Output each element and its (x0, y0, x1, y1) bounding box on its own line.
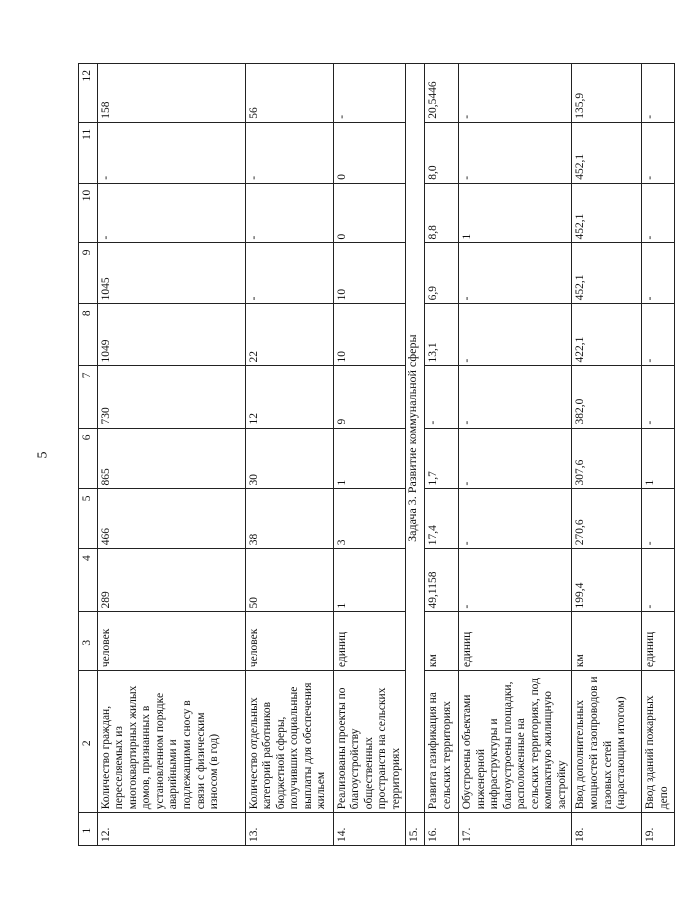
value-cell: 49,1158 (424, 549, 458, 612)
value-cell: - (642, 366, 674, 428)
value-cell: 17,4 (424, 489, 458, 549)
row-number: 14. (333, 813, 406, 846)
value-cell: 135,9 (572, 64, 642, 123)
row-number: 18. (572, 813, 642, 846)
value-cell: - (458, 549, 572, 612)
indicator-name: Ввод дополнительных мощностей газопроводов и газовых сетей (нарастающим итогом) (572, 671, 642, 813)
value-cell: - (245, 122, 333, 183)
value-cell: 6,9 (424, 243, 458, 304)
header-cell: 3 (79, 612, 98, 671)
table-row (458, 64, 572, 846)
value-cell: 270,6 (572, 489, 642, 549)
header-row (79, 64, 98, 846)
value-cell: 1045 (97, 243, 245, 304)
value-cell: - (642, 243, 674, 304)
header-cell: 4 (79, 549, 98, 612)
unit-cell: человек (245, 612, 333, 671)
header-cell: 10 (79, 183, 98, 243)
value-cell: - (458, 366, 572, 428)
value-cell: - (245, 183, 333, 243)
indicator-name: Количество граждан, переселяемых из многоквартирных жилых домов, признанных в установленном порядке аварийными и подлежащими сносу в связи с физическим износом (в год) (97, 671, 245, 813)
indicators-table (78, 63, 675, 846)
header-cell: 7 (79, 366, 98, 428)
value-cell: 3 (333, 489, 406, 549)
value-cell: 730 (97, 366, 245, 428)
indicator-name: Развита газификация на сельских территориях (424, 671, 458, 813)
task-heading: Задача 3. Развитие коммунальной сферы (406, 64, 425, 813)
header-cell: 12 (79, 64, 98, 123)
unit-cell: единиц (458, 612, 572, 671)
value-cell: - (424, 366, 458, 428)
value-cell: 8,8 (424, 183, 458, 243)
value-cell: 0 (333, 122, 406, 183)
header-cell: 6 (79, 428, 98, 489)
unit-cell: единиц (333, 612, 406, 671)
value-cell: 1 (333, 428, 406, 489)
value-cell: 452,1 (572, 122, 642, 183)
indicator-name: Обустроены объектами инженерной инфраструктуры и благоустроены площадки, расположенные на сельских территориях, под компактную жилищную застройку (458, 671, 572, 813)
value-cell: 1049 (97, 304, 245, 366)
table-row (333, 64, 406, 846)
value-cell: 452,1 (572, 243, 642, 304)
table-row (245, 64, 333, 846)
value-cell: 289 (97, 549, 245, 612)
row-number: 13. (245, 813, 333, 846)
row-number: 17. (458, 813, 572, 846)
row-number: 15. (406, 813, 425, 846)
value-cell: 10 (333, 304, 406, 366)
unit-cell: км (572, 612, 642, 671)
value-cell: 1 (333, 549, 406, 612)
table-row (642, 64, 674, 846)
header-cell: 1 (79, 813, 98, 846)
value-cell: - (642, 549, 674, 612)
indicator-name: Количество отдельных категорий работников бюджетной сферы, получивших социальные выплаты для обеспечения жильем (245, 671, 333, 813)
value-cell: 382,0 (572, 366, 642, 428)
value-cell: - (458, 489, 572, 549)
header-cell: 2 (79, 671, 98, 813)
row-number: 19. (642, 813, 674, 846)
value-cell: 158 (97, 64, 245, 123)
unit-cell: единиц (642, 612, 674, 671)
value-cell: - (458, 122, 572, 183)
value-cell: 0 (333, 183, 406, 243)
value-cell: 199,4 (572, 549, 642, 612)
value-cell: 422,1 (572, 304, 642, 366)
value-cell: - (642, 122, 674, 183)
indicator-name: Ввод зданий пожарных депо (642, 671, 674, 813)
value-cell: 8,0 (424, 122, 458, 183)
table-row (572, 64, 642, 846)
value-cell: 22 (245, 304, 333, 366)
value-cell: 466 (97, 489, 245, 549)
task-row (406, 64, 425, 846)
unit-cell: км (424, 612, 458, 671)
value-cell: - (642, 183, 674, 243)
value-cell: - (458, 428, 572, 489)
header-cell: 9 (79, 243, 98, 304)
value-cell: 10 (333, 243, 406, 304)
value-cell: 1 (642, 428, 674, 489)
value-cell: - (245, 243, 333, 304)
value-cell: 30 (245, 428, 333, 489)
value-cell: 1,7 (424, 428, 458, 489)
value-cell: 38 (245, 489, 333, 549)
value-cell: 56 (245, 64, 333, 123)
value-cell: - (642, 64, 674, 123)
value-cell: 50 (245, 549, 333, 612)
value-cell: 307,6 (572, 428, 642, 489)
value-cell: - (458, 64, 572, 123)
row-number: 12. (97, 813, 245, 846)
value-cell: 1 (458, 183, 572, 243)
indicator-name: Реализованы проекты по благоустройству общественных пространств на сельских территориях (333, 671, 406, 813)
row-number: 16. (424, 813, 458, 846)
value-cell: 13,1 (424, 304, 458, 366)
value-cell: - (333, 64, 406, 123)
rotated-table-container (78, 63, 670, 846)
value-cell: 9 (333, 366, 406, 428)
value-cell: - (642, 304, 674, 366)
value-cell: 865 (97, 428, 245, 489)
table-row (424, 64, 458, 846)
value-cell: 20,5446 (424, 64, 458, 123)
value-cell: - (97, 183, 245, 243)
table-row (97, 64, 245, 846)
unit-cell: человек (97, 612, 245, 671)
value-cell: - (97, 122, 245, 183)
header-cell: 11 (79, 122, 98, 183)
page-number: 5 (35, 451, 51, 459)
value-cell: - (458, 304, 572, 366)
value-cell: - (458, 243, 572, 304)
value-cell: 12 (245, 366, 333, 428)
value-cell: - (642, 489, 674, 549)
value-cell: 452,1 (572, 183, 642, 243)
header-cell: 8 (79, 304, 98, 366)
header-cell: 5 (79, 489, 98, 549)
